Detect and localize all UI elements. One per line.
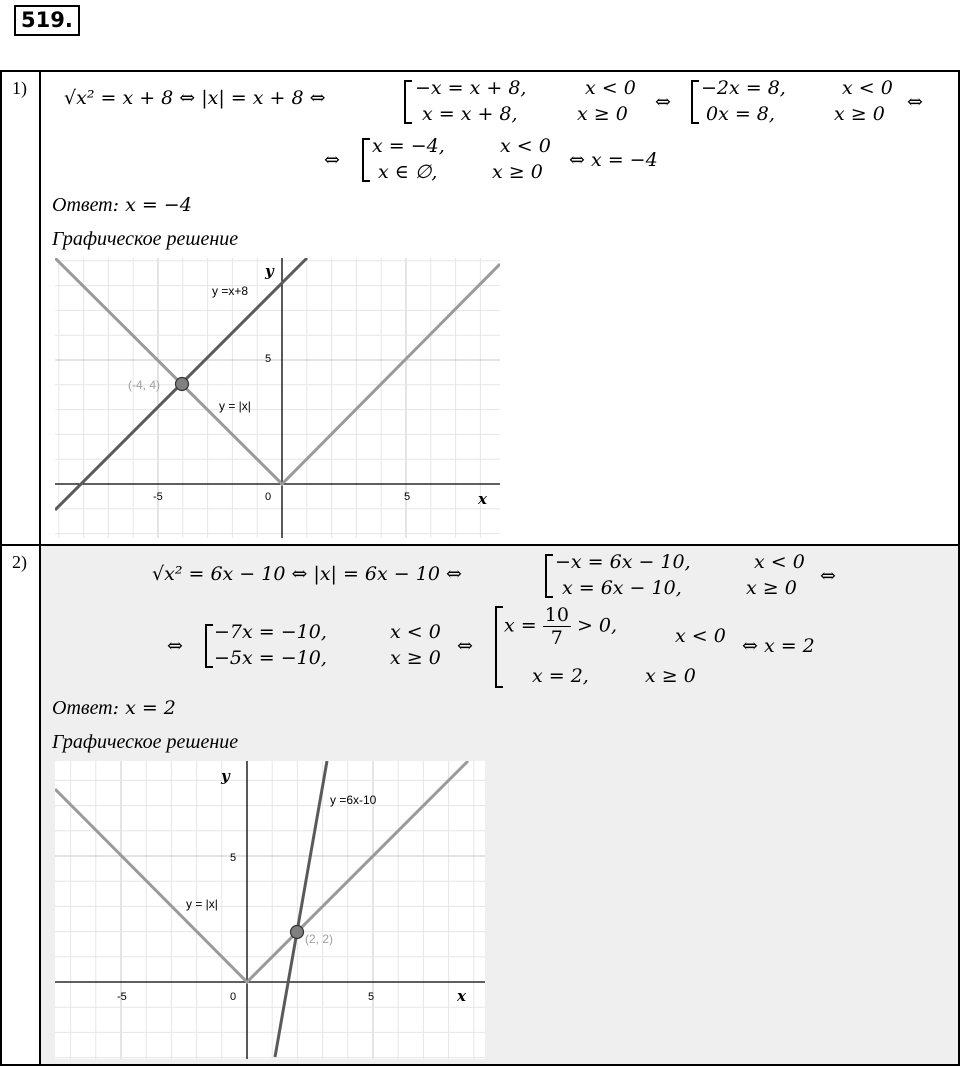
abs-label: y = |x| — [186, 897, 218, 911]
system-cond: x < 0 — [390, 621, 441, 643]
y-axis-label: y — [265, 262, 274, 280]
equivalence-symbol: ⇔ — [655, 91, 671, 113]
system-eq: x = 6x − 10, — [562, 577, 682, 599]
system-eq: −5x = −10, — [214, 647, 327, 669]
problem-number: 519. — [14, 5, 80, 36]
system-eq: x = x + 8, — [422, 103, 518, 125]
answer — [52, 194, 192, 217]
solution-row-1 — [2, 72, 960, 546]
equation-line-1: √x² = x + 8 ⇔ |x| = x + 8 ⇔ — [64, 87, 326, 109]
answer-label: Ответ — [52, 194, 113, 216]
system-bracket — [362, 138, 370, 182]
linear-label: y =6x-10 — [330, 793, 377, 807]
system-eq: x = −4, — [372, 135, 445, 157]
equation-line-1: √x² = 6x − 10 ⇔ |x| = 6x − 10 ⇔ — [152, 563, 462, 585]
abs-graph-line — [55, 761, 468, 982]
system-cond: x < 0 — [500, 135, 551, 157]
row-number: 1) — [12, 78, 27, 98]
system-cond: x < 0 — [842, 77, 893, 99]
linear-label: y =x+8 — [212, 284, 249, 298]
x-tick-label: 5 — [368, 991, 375, 1003]
final-result: ⇔ x = 2 — [742, 635, 815, 657]
system-cond: x ≥ 0 — [834, 103, 885, 125]
solution-row-2 — [2, 546, 960, 1066]
system-bracket — [495, 606, 503, 688]
equivalence-symbol: ⇔ — [457, 635, 473, 657]
system-eq: −2x = 8, — [701, 77, 786, 99]
graph-1 — [55, 258, 500, 538]
system-cond: x < 0 — [585, 77, 636, 99]
system-bracket — [205, 624, 213, 668]
system-eq: x = 2, — [532, 665, 589, 687]
x-axis-label: x — [457, 987, 466, 1005]
system-cond: x < 0 — [754, 551, 805, 573]
system-cond: x < 0 — [675, 625, 726, 647]
system-cond: x ≥ 0 — [746, 577, 797, 599]
fraction-denominator: 7 — [550, 627, 563, 649]
graph-1-svg — [55, 258, 500, 538]
equivalence-symbol: ⇔ — [907, 91, 923, 113]
abs-graph-line — [55, 258, 500, 484]
equivalence-symbol: ⇔ — [324, 149, 340, 171]
row-number-cell — [2, 546, 41, 1064]
abs-label: y = |x| — [219, 399, 251, 413]
answer-value: : x = 2 — [112, 697, 176, 719]
system-cond: x ≥ 0 — [645, 665, 696, 687]
graph-title: Графическое решение — [52, 228, 239, 250]
grid — [55, 761, 485, 1059]
grid — [55, 258, 500, 538]
x-axis-label: x — [478, 490, 487, 508]
x-tick-label: -5 — [153, 491, 163, 503]
row-number: 2) — [12, 552, 27, 572]
point-label: (-4, 4) — [128, 378, 161, 392]
system-cond: x ≥ 0 — [390, 647, 441, 669]
answer-value: : x = −4 — [112, 194, 192, 216]
system-eq: 0x = 8, — [706, 103, 775, 125]
system-bracket — [545, 554, 553, 598]
system-bracket — [691, 80, 699, 124]
final-result: ⇔ x = −4 — [569, 149, 658, 171]
system-cond: x ≥ 0 — [492, 161, 543, 183]
graph-title: Графическое решение — [52, 731, 239, 753]
answer — [52, 697, 176, 720]
graph-2-svg — [55, 761, 485, 1059]
point-label: (2, 2) — [305, 932, 334, 946]
x-tick-label: 5 — [404, 491, 411, 503]
intersection-point — [176, 378, 189, 391]
equivalence-symbol: ⇔ — [820, 565, 836, 587]
system-eq: −x = 6x − 10, — [555, 551, 691, 573]
system-eq-part: x = — [504, 614, 537, 637]
y-axis-label: y — [221, 767, 230, 785]
x-tick-label: 0 — [265, 491, 272, 503]
equivalence-symbol: ⇔ — [167, 635, 183, 657]
system-eq-fraction — [504, 604, 617, 649]
system-eq: −7x = −10, — [214, 621, 327, 643]
system-bracket — [404, 80, 412, 124]
fraction-numerator: 10 — [544, 604, 569, 626]
intersection-point — [291, 926, 304, 939]
row-number-cell — [2, 72, 41, 544]
system-eq: −x = x + 8, — [415, 77, 527, 99]
x-tick-label: -5 — [117, 991, 127, 1003]
answer-label: Ответ — [52, 697, 113, 719]
y-tick-label: 5 — [230, 852, 237, 864]
system-cond: x ≥ 0 — [577, 103, 628, 125]
graph-2 — [55, 761, 485, 1059]
system-eq-part: > 0, — [576, 614, 618, 637]
y-tick-label: 5 — [265, 353, 272, 365]
solution-table — [0, 70, 960, 1066]
system-eq: x ∈ ∅, — [378, 161, 438, 183]
fraction — [543, 604, 571, 649]
x-tick-label: 0 — [230, 991, 237, 1003]
